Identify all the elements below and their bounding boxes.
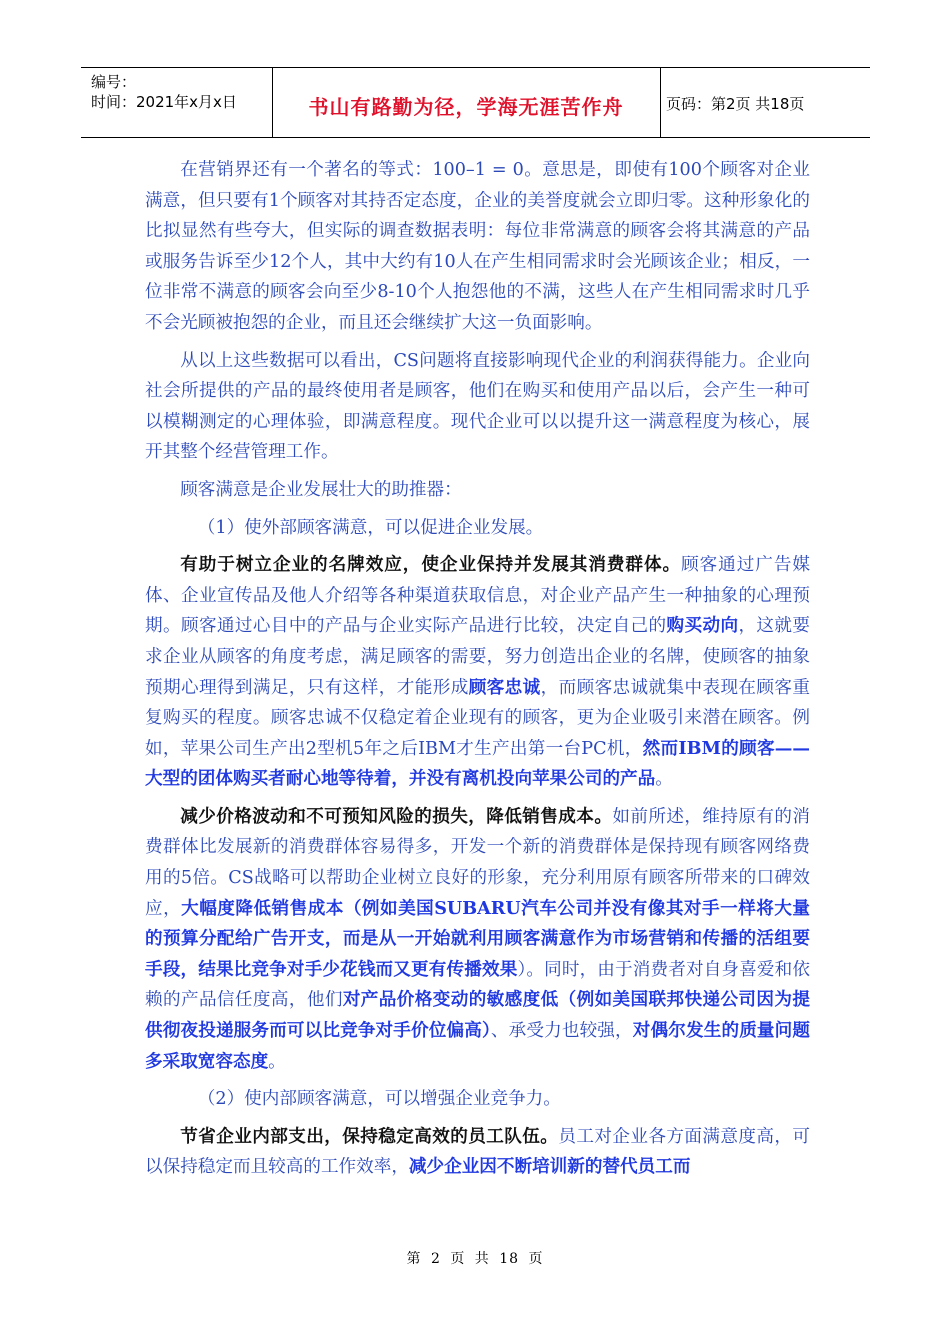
bold-lead: 减少价格波动和不可预知风险的损失，降低销售成本。 [180,805,613,827]
section-heading-2: （2）使内部顾客满意，可以增强企业竞争力。 [197,1089,561,1110]
paragraph-cost-reduction [145,802,810,1077]
footer-gong: 共 [474,1251,490,1267]
bold-example: 然而IBM的顾客——大型的团体购买者耐心地等待着，并没有离机投向苹果公司的产品 [145,737,810,790]
bold-example: 大幅度降低销售成本（例如美国SUBARU汽车公司并没有像其对手一样将大量的预算分配给广告开支，而是从一开始就利用顾客满意作为市场营销和传播的活组要手段，结果比竞争对手少花钱而又更有传播效果 [145,897,810,980]
paragraph-brand-effect [145,550,810,795]
footer-ye: 页 [450,1251,466,1267]
document-number-label: 编号： [91,73,137,91]
text-run: ，这就要求企业从顾客的角度考虑，满足顾客的需要，努力创造出企业的名牌，使顾客的抽象预期心理得到满足，只有这样，才能形成 [145,616,810,698]
header-divider [272,68,273,137]
bold-term: 购买动向 [666,615,739,637]
footer-ye: 页 [528,1251,544,1267]
header-motto: 书山有路勤为径，学海无涯苦作舟 [308,95,624,119]
footer-page-number: 2 [430,1251,441,1267]
paragraph-1: 在营销界还有一个著名的等式：100–1 = 0。意思是，即使有100个顾客对企业满意，但只要有1个顾客对其持否定态度，企业的美誉度就会立即归零。这种形象化的比拟显然有些夸大，但实际的调查数据表明：每位非常满意的顾客会将其满意的产品或服务告诉至少12个人，其中大约有10人在产生相同需求时会光顾该企业；相反，一位非常不满意的顾客会向至少8-10个人抱怨他的不满，这些人在产生相同需求时几乎不会光顾被抱怨的企业，而且还会继续扩大这一负面影响。 [145,160,810,333]
text-run: 、承受力也较强， [490,1021,633,1042]
header-page-info: 页码：第2页 共18页 [666,95,805,113]
header-divider [660,68,661,137]
bold-example: 减少企业因不断培训新的替代员工而 [408,1156,691,1178]
page-header [81,67,870,138]
paragraph-3: 顾客满意是企业发展壮大的助推器： [180,479,462,500]
text-run: 员工对企业各方面满意度高，可以保持稳定而且较高的工作效率， [145,1126,810,1178]
text-run: 顾客通过广告媒体、企业宣传品及他人介绍等各种渠道获取信息，对企业产品产生一种抽象的心理预期。顾客通过心目中的产品与企业实际产品进行比较，决定自己的 [145,555,810,637]
header-meta [91,72,237,112]
page-footer [0,1248,950,1268]
text-run: 如前所述，维持原有的消费群体比发展新的消费群体容易得多，开发一个新的消费群体是保持现有顾客网络费用的5倍。CS战略可以帮助企业树立良好的形象，充分利用原有顾客所带来的口碑效应， [145,806,810,919]
bold-example: 对产品价格变动的敏感度低（例如美国联邦快递公司因为提供彻夜投递服务而可以比竞争对手价位偏高） [145,989,810,1042]
footer-total-pages: 18 [499,1251,520,1267]
paragraph-staff [145,1122,810,1183]
footer-di: 第 [406,1251,422,1267]
text-run: ，而顾客忠诚就集中表现在顾客重复购买的程度。顾客忠诚不仅稳定着企业现有的顾客，更为企业吸引来潜在顾客。例如，苹果公司生产出2型机5年之后IBM才生产出第一台PC机， [145,677,810,759]
text-run: 。 [655,769,673,790]
document-date: 时间：2021年x月x日 [91,93,237,111]
section-heading-1: （1）使外部顾客满意，可以促进企业发展。 [197,517,544,538]
text-run: 。 [268,1051,286,1072]
text-run: ）。同时，由于消费者对自身喜爱和依赖的产品信任度高，他们 [145,959,810,1011]
bold-example: 对偶尔发生的质量问题多采取宽容态度 [145,1020,810,1072]
bold-lead: 有助于树立企业的名牌效应，使企业保持并发展其消费群体。 [180,554,682,576]
document-body [145,155,810,1183]
paragraph-2: 从以上这些数据可以看出，CS问题将直接影响现代企业的利润获得能力。企业向社会所提供的产品的最终使用者是顾客，他们在购买和使用产品以后，会产生一种可以模糊测定的心理体验，即满意程度。现代企业可以以提升这一满意程度为核心，展开其整个经营管理工作。 [145,350,810,463]
bold-term: 顾客忠诚 [468,676,541,698]
bold-lead: 节省企业内部支出，保持稳定高效的员工队伍。 [180,1125,559,1147]
